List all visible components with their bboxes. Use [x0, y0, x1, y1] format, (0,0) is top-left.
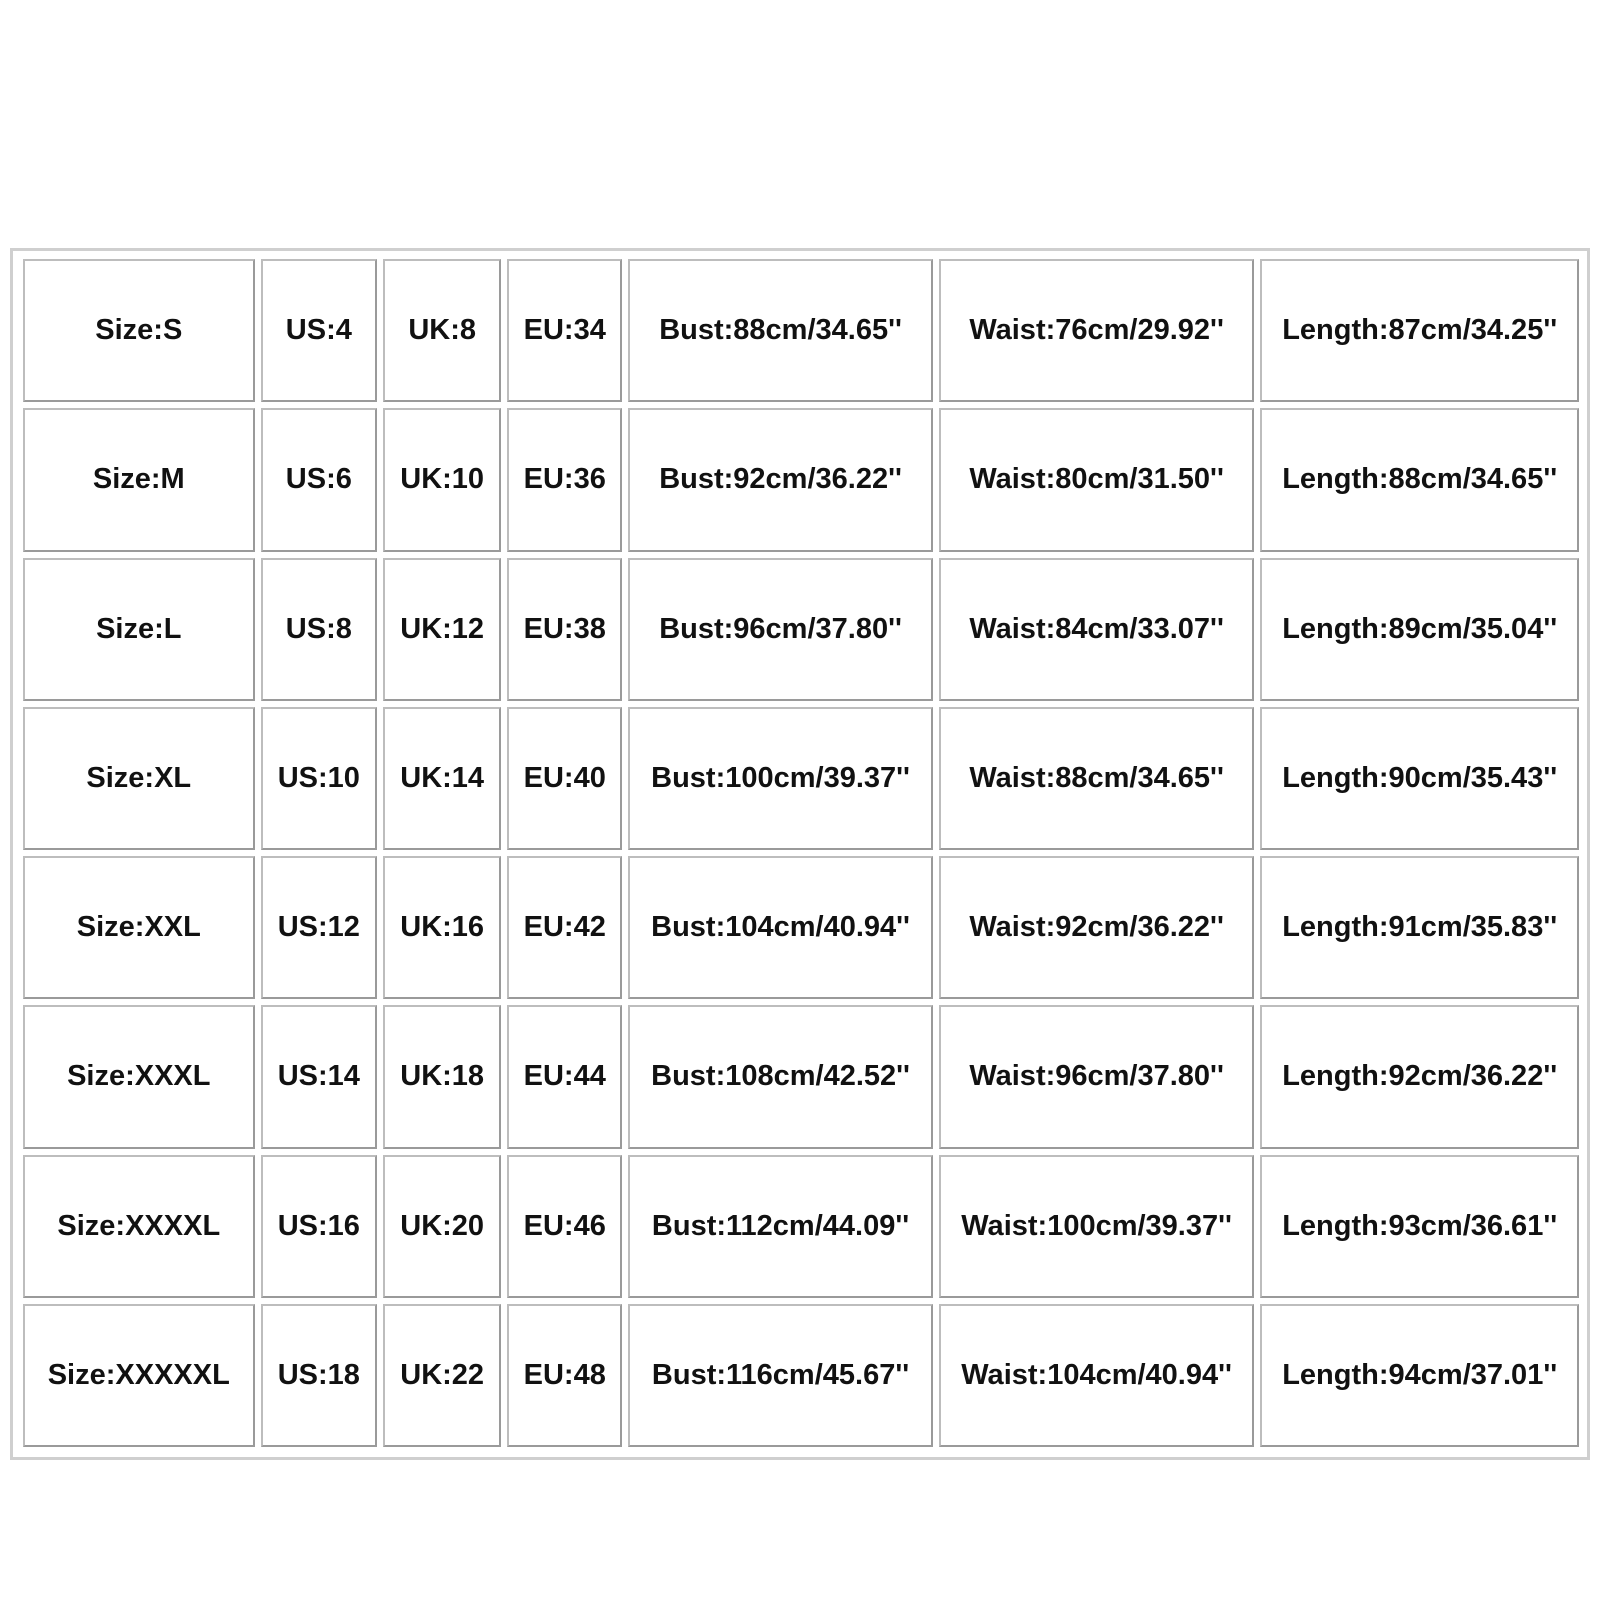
bust-cell: Bust:108cm/42.52'' — [628, 1005, 933, 1148]
waist-cell: Waist:92cm/36.22'' — [939, 856, 1255, 999]
waist-cell: Waist:100cm/39.37'' — [939, 1155, 1255, 1298]
us-size-cell: US:4 — [261, 259, 378, 402]
waist-cell: Waist:88cm/34.65'' — [939, 707, 1255, 850]
eu-size-cell: EU:34 — [507, 259, 622, 402]
uk-size-cell: UK:10 — [383, 408, 501, 551]
length-cell: Length:91cm/35.83'' — [1260, 856, 1579, 999]
size-chart-table — [17, 253, 1585, 1453]
table-row — [23, 856, 1579, 999]
waist-cell: Waist:80cm/31.50'' — [939, 408, 1255, 551]
eu-size-cell: EU:48 — [507, 1304, 622, 1447]
bust-cell: Bust:100cm/39.37'' — [628, 707, 933, 850]
table-row — [23, 1005, 1579, 1148]
eu-size-cell: EU:40 — [507, 707, 622, 850]
table-row — [23, 558, 1579, 701]
length-cell: Length:88cm/34.65'' — [1260, 408, 1579, 551]
bust-cell: Bust:112cm/44.09'' — [628, 1155, 933, 1298]
eu-size-cell: EU:38 — [507, 558, 622, 701]
size-cell: Size:S — [23, 259, 255, 402]
uk-size-cell: UK:14 — [383, 707, 501, 850]
table-row — [23, 259, 1579, 402]
length-cell: Length:87cm/34.25'' — [1260, 259, 1579, 402]
size-cell: Size:XXXXL — [23, 1155, 255, 1298]
size-cell: Size:XXXL — [23, 1005, 255, 1148]
us-size-cell: US:6 — [261, 408, 378, 551]
length-cell: Length:90cm/35.43'' — [1260, 707, 1579, 850]
size-chart — [10, 248, 1590, 1460]
uk-size-cell: UK:16 — [383, 856, 501, 999]
us-size-cell: US:12 — [261, 856, 378, 999]
waist-cell: Waist:96cm/37.80'' — [939, 1005, 1255, 1148]
table-row — [23, 408, 1579, 551]
bust-cell: Bust:92cm/36.22'' — [628, 408, 933, 551]
length-cell: Length:92cm/36.22'' — [1260, 1005, 1579, 1148]
eu-size-cell: EU:42 — [507, 856, 622, 999]
size-cell: Size:XXXXXL — [23, 1304, 255, 1447]
table-row — [23, 707, 1579, 850]
eu-size-cell: EU:46 — [507, 1155, 622, 1298]
eu-size-cell: EU:44 — [507, 1005, 622, 1148]
uk-size-cell: UK:12 — [383, 558, 501, 701]
uk-size-cell: UK:20 — [383, 1155, 501, 1298]
us-size-cell: US:8 — [261, 558, 378, 701]
waist-cell: Waist:104cm/40.94'' — [939, 1304, 1255, 1447]
length-cell: Length:89cm/35.04'' — [1260, 558, 1579, 701]
size-cell: Size:L — [23, 558, 255, 701]
uk-size-cell: UK:22 — [383, 1304, 501, 1447]
us-size-cell: US:18 — [261, 1304, 378, 1447]
table-row — [23, 1155, 1579, 1298]
uk-size-cell: UK:18 — [383, 1005, 501, 1148]
eu-size-cell: EU:36 — [507, 408, 622, 551]
size-cell: Size:XXL — [23, 856, 255, 999]
waist-cell: Waist:76cm/29.92'' — [939, 259, 1255, 402]
uk-size-cell: UK:8 — [383, 259, 501, 402]
table-row — [23, 1304, 1579, 1447]
bust-cell: Bust:116cm/45.67'' — [628, 1304, 933, 1447]
us-size-cell: US:10 — [261, 707, 378, 850]
waist-cell: Waist:84cm/33.07'' — [939, 558, 1255, 701]
size-chart-body — [23, 259, 1579, 1447]
us-size-cell: US:16 — [261, 1155, 378, 1298]
length-cell: Length:93cm/36.61'' — [1260, 1155, 1579, 1298]
us-size-cell: US:14 — [261, 1005, 378, 1148]
size-cell: Size:M — [23, 408, 255, 551]
bust-cell: Bust:104cm/40.94'' — [628, 856, 933, 999]
bust-cell: Bust:88cm/34.65'' — [628, 259, 933, 402]
size-cell: Size:XL — [23, 707, 255, 850]
length-cell: Length:94cm/37.01'' — [1260, 1304, 1579, 1447]
bust-cell: Bust:96cm/37.80'' — [628, 558, 933, 701]
